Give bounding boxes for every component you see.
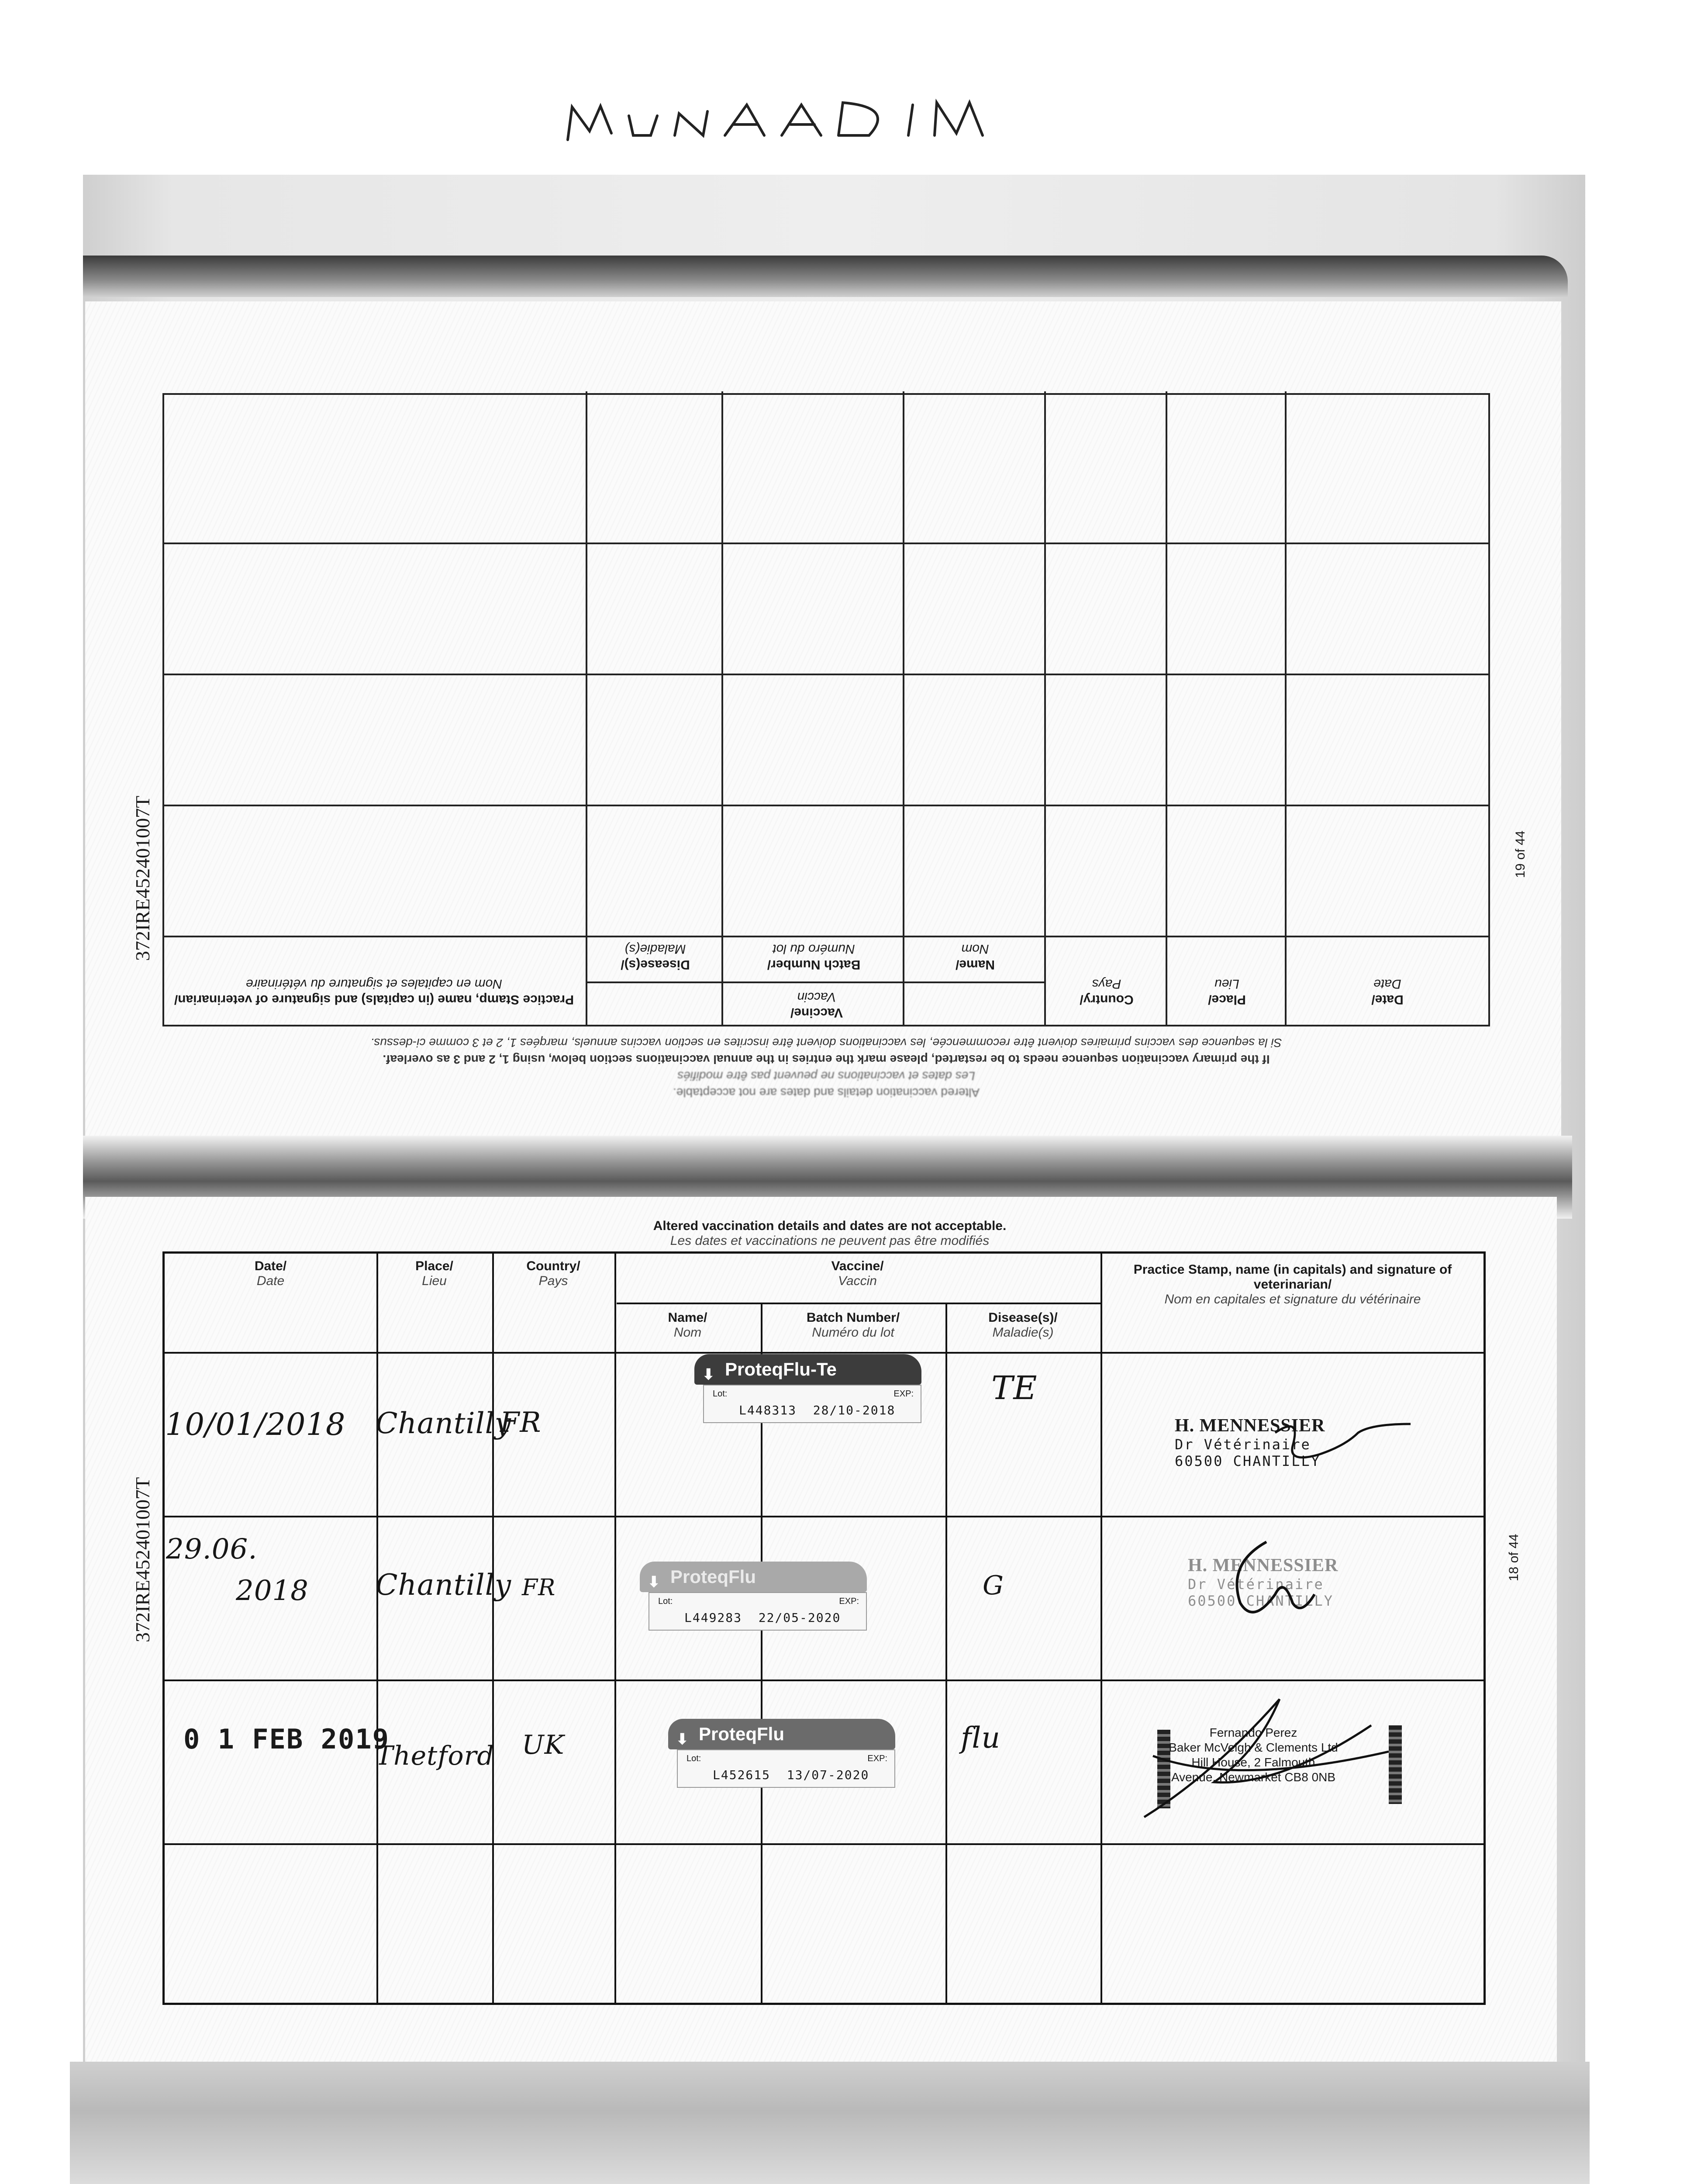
row1-place: Chantilly (376, 1406, 511, 1440)
upper-notice-fr: Si la sequence des vaccins primaires doivent être recommencée, les vaccinations doivent être inscrites en section vaccins annuels, marqées 1, 2 et 3 comme ci-dessus. (370, 1036, 1282, 1050)
row1-date: 10/01/2018 (165, 1406, 346, 1442)
row1-vaccine-label: ⬇ ProteqFlu-Te Lot: EXP: L448313 28/10-2018 (694, 1354, 921, 1423)
header-name: Name/ Nom (668, 1310, 707, 1340)
upper-passport-id: 372IRE452401007T (131, 795, 154, 961)
row3-date-stamp: 0 1 FEB 2019 (183, 1723, 390, 1755)
row3-place: Thetford (376, 1741, 494, 1771)
drop-icon: ⬇ (702, 1366, 715, 1383)
header-place: Place/ Lieu (415, 1259, 453, 1288)
upper-header-vaccine: Vaccine/ Vaccin (790, 990, 843, 1020)
header-vaccine: Vaccine/ Vaccin (831, 1259, 884, 1288)
row2-vaccine-label: ⬇ ProteqFlu Lot: EXP: L449283 22/05-2020 (640, 1562, 867, 1631)
row3-disease: flu (961, 1721, 1001, 1755)
header-date: Date/ Date (254, 1259, 287, 1288)
upper-notice-en: If the primary vaccination sequence needs to be restarted, please mark the entries in the annual vaccinations section below, using 1, 2 and 3 as overleaf. (383, 1053, 1270, 1066)
upper-header-place: Place/ Lieu (1208, 977, 1246, 1007)
row1-vet-stamp: H. MENNESSIER Dr Vétérinaire 60500 CHANTILLY (1175, 1416, 1325, 1469)
header-country: Country/ Pays (526, 1259, 580, 1288)
row3-country: UK (522, 1730, 565, 1760)
drop-icon: ⬇ (676, 1731, 689, 1748)
passport-top-edge (83, 256, 1568, 297)
lower-page-number: 18 of 44 (1507, 1534, 1521, 1581)
upper-page-number: 19 of 44 (1513, 830, 1528, 878)
upper-header-name: Name/ Nom (955, 942, 995, 972)
row2-date-line1: 29.06. (166, 1533, 258, 1565)
row2-date-line2: 2018 (236, 1575, 309, 1607)
handwritten-title (563, 90, 1061, 149)
row2-place: Chantilly (376, 1568, 511, 1602)
row2-signature (1214, 1529, 1345, 1629)
header-practice-stamp: Practice Stamp, name (in capitals) and signature of veterinarian/ Nom en capitales et signature du vétérinaire (1133, 1262, 1452, 1306)
row1-disease: TE (991, 1369, 1038, 1407)
upper-notice (162, 1034, 1490, 1101)
row3-practice-stamp: Fernando Perez Baker McVeigh & Clements Ltd Hill House, 2 Falmouth Avenue, Newmarket CB8 0NB (1169, 1726, 1338, 1784)
row3-signature (1127, 1686, 1397, 1826)
upper-notice-heading-en: Altered vaccination details and dates are not acceptable. (673, 1086, 980, 1099)
lower-passport-id: 372IRE452401007T (131, 1477, 154, 1642)
upper-notice-heading-fr: Les dates et vaccinations ne peuvent pas être modifiés (677, 1069, 975, 1083)
header-batch-number: Batch Number/ Numéro du lot (806, 1310, 900, 1340)
upper-header-batch: Batch Number/ Numéro du lot (767, 942, 861, 972)
row2-vet-stamp: H. MENNESSIER Dr Vétérinaire 60500 CHANTILLY (1188, 1555, 1339, 1609)
upper-header-practice: Practice Stamp, name (in capitals) and signature of veterinarian/ Nom en capitales et signature du vétérinaire (174, 977, 574, 1007)
lower-notice (437, 1219, 1223, 1248)
row1-signature (1266, 1406, 1424, 1476)
lower-notice-fr: Les dates et vaccinations ne peuvent pas être modifiés (670, 1234, 990, 1248)
lower-notice-en: Altered vaccination details and dates are not acceptable. (653, 1219, 1007, 1233)
upper-header-disease: Disease(s)/ Maladie(s) (621, 942, 690, 972)
upper-page-content (162, 393, 1490, 1101)
header-disease: Disease(s)/ Maladie(s) (988, 1310, 1058, 1340)
passport-cover-bottom (70, 2062, 1590, 2184)
upper-vaccination-table (162, 393, 1490, 1026)
row1-country: FR (500, 1406, 542, 1439)
upper-header-country: Country/ Pays (1080, 977, 1134, 1007)
drop-icon: ⬇ (648, 1574, 660, 1590)
row3-vaccine-label: ⬇ ProteqFlu Lot: EXP: L452615 13/07-2020 (668, 1719, 895, 1788)
row2-disease: G (983, 1570, 1004, 1601)
upper-header-date: Date/ Date (1371, 977, 1404, 1007)
row2-country: FR (522, 1575, 556, 1601)
